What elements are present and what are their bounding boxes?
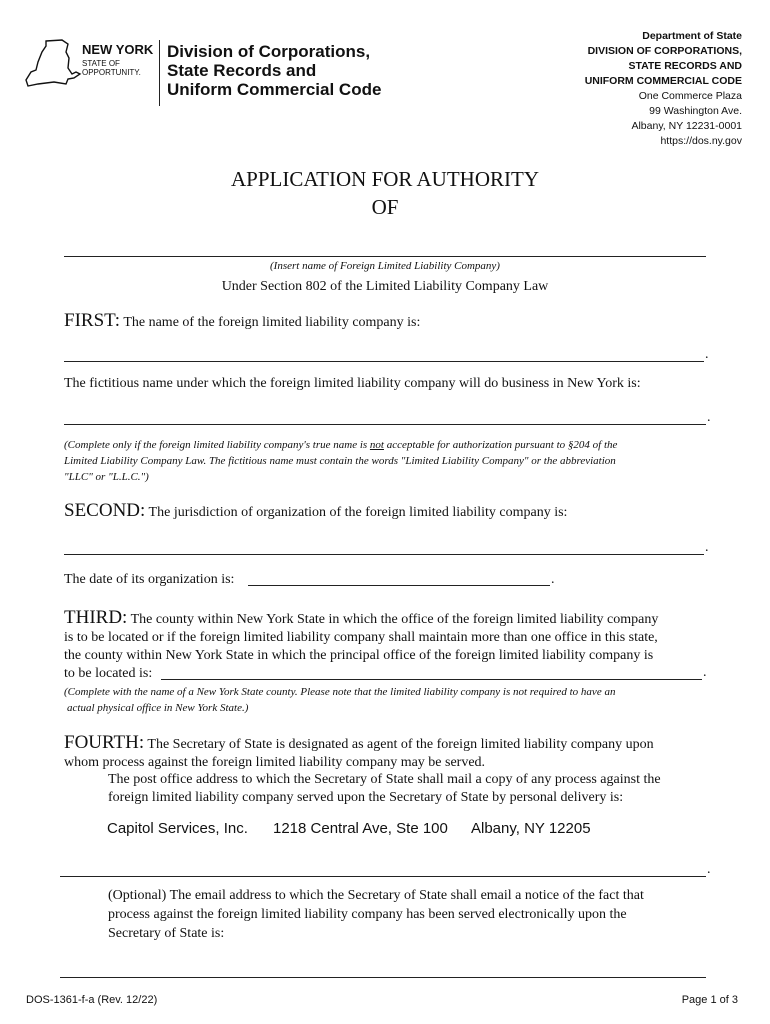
dept-address-3: Albany, NY 12231-0001 xyxy=(631,120,742,132)
page-title xyxy=(0,165,770,221)
fictitious-note-line-1 xyxy=(64,437,714,453)
period-1: . xyxy=(705,347,709,362)
process-address-city[interactable]: Albany, NY 12205 xyxy=(471,820,591,837)
fictitious-note-not: not xyxy=(369,439,384,451)
optional-email-paragraph xyxy=(108,886,718,943)
insert-name-note: (Insert name of Foreign Limited Liability Company) xyxy=(270,260,500,272)
fictitious-note-line-3: "LLC" or "L.L.C.") xyxy=(64,471,149,483)
post-office-line-1: The post office address to which the Secretary of State shall mail a copy of any process against the xyxy=(108,772,661,787)
date-of-organization-text: The date of its organization is: xyxy=(64,572,235,587)
under-section-text: Under Section 802 of the Limited Liability Company Law xyxy=(221,279,549,294)
fourth-line-1-text: The Secretary of State is designated as agent of the foreign limited liability company upon xyxy=(147,737,654,752)
period-2: . xyxy=(707,410,711,425)
optional-line-2: process against the foreign limited liability company has been served electronically upon the xyxy=(108,907,627,922)
fourth-label: FOURTH: xyxy=(64,732,145,753)
fictitious-note-part-1: (Complete only if the foreign limited liability company's true name is xyxy=(64,439,370,451)
title-line-2: OF xyxy=(371,195,399,219)
fictitious-name-field-line[interactable] xyxy=(64,424,706,425)
fourth-line-2: whom process against the foreign limited liability company may be served. xyxy=(64,755,486,770)
dept-website: https://dos.ny.gov xyxy=(660,135,742,147)
third-line-2: is to be located or if the foreign limited liability company shall maintain more than one office in this state, xyxy=(64,630,658,645)
dept-division-1: DIVISION OF CORPORATIONS, xyxy=(587,45,742,57)
first-text: The name of the foreign limited liability company is: xyxy=(123,315,421,330)
county-note xyxy=(64,684,714,716)
email-field-line[interactable] xyxy=(60,977,706,978)
dept-division-3: UNIFORM COMMERCIAL CODE xyxy=(584,75,742,87)
second-paragraph xyxy=(64,502,567,522)
title-line-1: APPLICATION FOR AUTHORITY xyxy=(230,167,540,191)
fictitious-name-text: The fictitious name under which the foreign limited liability company will do business in New York is: xyxy=(64,376,641,391)
process-address-name[interactable]: Capitol Services, Inc. xyxy=(107,820,248,837)
fictitious-note-part-2: acceptable for authorization pursuant to §204 of the xyxy=(383,439,618,451)
period-5: . xyxy=(703,665,707,680)
department-address-block xyxy=(585,29,742,149)
third-paragraph xyxy=(64,609,714,683)
third-label: THIRD: xyxy=(64,607,128,628)
logo-divider xyxy=(159,40,160,106)
dept-division-2: STATE RECORDS AND xyxy=(628,60,742,72)
process-address-line[interactable] xyxy=(60,876,706,877)
second-text: The jurisdiction of organization of the foreign limited liability company is: xyxy=(148,505,568,520)
county-note-line-1: (Complete with the name of a New York State county. Please note that the limited liability company is not required to have an xyxy=(64,686,616,698)
form-id: DOS-1361-f-a (Rev. 12/22) xyxy=(26,994,158,1006)
optional-line-3: Secretary of State is: xyxy=(108,926,225,941)
division-line-1: Division of Corporations, xyxy=(167,42,371,61)
dept-name: Department of State xyxy=(642,30,742,42)
period-6: . xyxy=(707,862,711,877)
third-line-1 xyxy=(64,609,714,629)
logo-new-york: NEW YORK xyxy=(82,42,154,57)
nys-logo xyxy=(24,38,158,90)
post-office-paragraph xyxy=(108,771,718,807)
jurisdiction-field-line[interactable] xyxy=(64,554,704,555)
ny-state-outline-icon xyxy=(26,40,80,86)
page-number: Page 1 of 3 xyxy=(681,994,738,1006)
date-of-organization-field-line[interactable] xyxy=(248,585,550,586)
period-4: . xyxy=(551,572,555,587)
dept-address-2: 99 Washington Ave. xyxy=(649,105,742,117)
fourth-paragraph xyxy=(64,734,714,772)
post-office-line-2: foreign limited liability company served upon the Secretary of State by personal delivery is: xyxy=(108,790,624,805)
division-line-2: State Records and xyxy=(167,61,317,80)
first-paragraph xyxy=(64,312,420,332)
county-field-line[interactable] xyxy=(161,679,702,680)
company-name-line[interactable] xyxy=(64,256,706,257)
company-name-field-line[interactable] xyxy=(64,361,704,362)
optional-line-1: (Optional) The email address to which the Secretary of State shall email a notice of the fact that xyxy=(108,888,644,903)
fictitious-note-line-2: Limited Liability Company Law. The fictitious name must contain the words "Limited Liability Company" or the abbreviation xyxy=(64,455,616,467)
division-line-3: Uniform Commercial Code xyxy=(167,80,382,99)
third-line-1-text: The county within New York State in which the office of the foreign limited liability company xyxy=(130,612,659,627)
division-title xyxy=(167,42,381,99)
first-label: FIRST: xyxy=(64,310,121,331)
dept-address-1: One Commerce Plaza xyxy=(638,90,742,102)
fictitious-note xyxy=(64,437,714,485)
second-label: SECOND: xyxy=(64,500,146,521)
third-line-4: to be located is: xyxy=(64,666,153,681)
process-address-street[interactable]: 1218 Central Ave, Ste 100 xyxy=(273,820,448,837)
third-line-3: the county within New York State in which the principal office of the foreign limited liability company is xyxy=(64,648,654,663)
period-3: . xyxy=(705,540,709,555)
fourth-line-1 xyxy=(64,734,714,754)
county-note-line-2: actual physical office in New York State.) xyxy=(67,702,249,714)
logo-opportunity: OPPORTUNITY. xyxy=(82,68,141,77)
logo-state-of: STATE OF xyxy=(82,59,120,68)
